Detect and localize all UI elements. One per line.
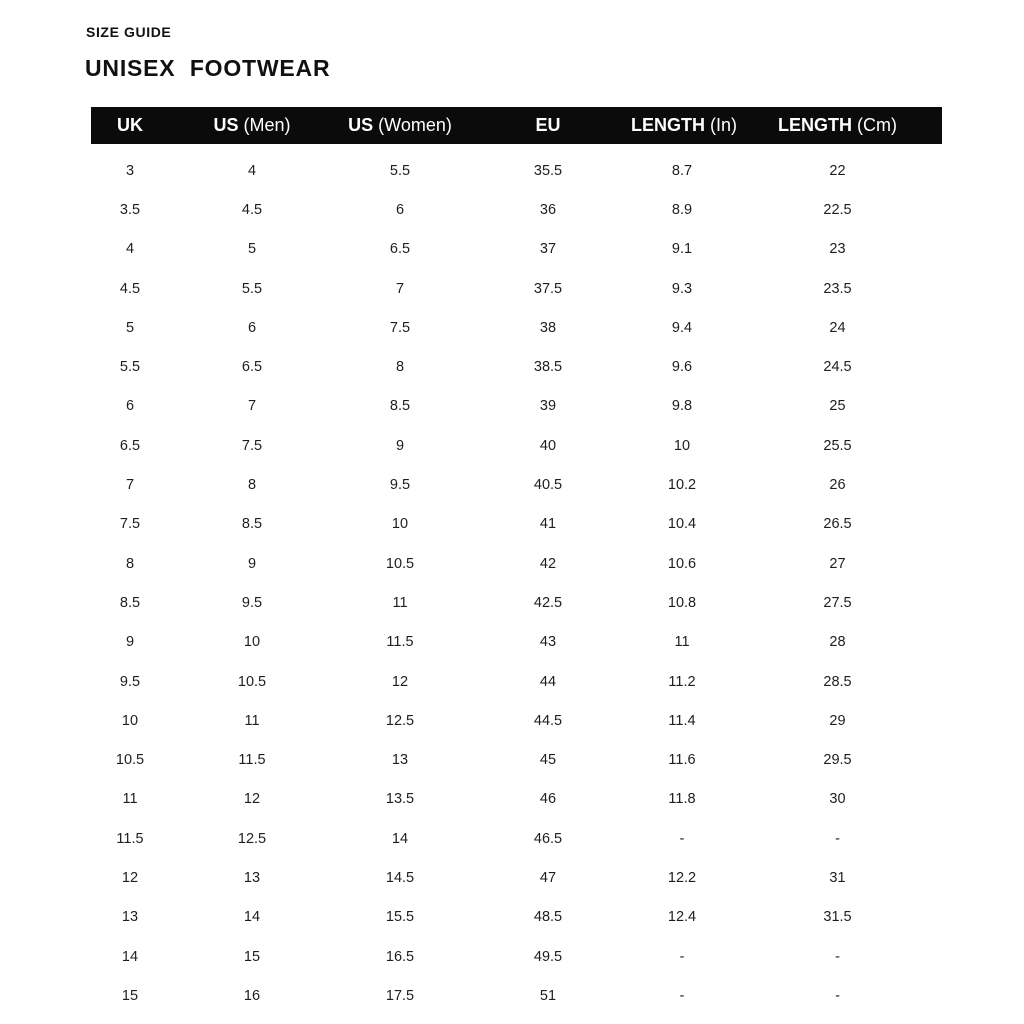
table-cell-us-men: 10.5 — [237, 673, 267, 690]
table-cell-length-in: 11.6 — [668, 752, 696, 769]
table-cell-us-women: 13.5 — [385, 791, 415, 808]
table-cell-uk: 9 — [125, 634, 135, 651]
table-row — [91, 387, 942, 426]
table-cell-us-men: 13 — [243, 869, 261, 886]
table-cell-length-in: 10.6 — [667, 555, 697, 572]
table-cell-eu: 38.5 — [533, 359, 563, 376]
column-header-bold-text: UK — [117, 115, 143, 135]
table-cell-length-cm: 28.5 — [823, 673, 852, 690]
table-cell-us-women: 6.5 — [389, 241, 411, 258]
table-cell-length-cm: 25.5 — [823, 437, 852, 454]
table-cell-length-in: - — [679, 948, 685, 965]
column-header-bold-text: US — [348, 115, 374, 135]
table-cell-length-cm: 23.5 — [823, 280, 852, 297]
table-row — [91, 740, 942, 779]
table-cell-length-in: 10.2 — [667, 477, 697, 494]
table-row — [91, 898, 942, 937]
table-cell-eu: 40.5 — [533, 477, 563, 494]
table-row — [91, 347, 942, 386]
table-cell-eu: 36 — [539, 201, 557, 218]
table-cell-length-cm: - — [835, 830, 840, 847]
table-cell-uk: 3 — [125, 162, 135, 179]
table-cell-us-women: 12 — [391, 673, 409, 690]
table-cell-length-cm: 24 — [829, 319, 846, 336]
table-cell-uk: 12 — [121, 869, 139, 886]
table-cell-length-cm: 22.5 — [823, 201, 852, 218]
table-cell-uk: 9.5 — [119, 673, 141, 690]
table-cell-eu: 42 — [539, 555, 557, 572]
table-cell-eu: 45 — [539, 752, 557, 769]
table-cell-length-cm: - — [835, 987, 840, 1004]
table-cell-uk: 13 — [121, 909, 139, 926]
table-cell-length-cm: 31.5 — [823, 909, 852, 926]
table-cell-uk: 10 — [121, 712, 139, 729]
table-cell-uk: 3.5 — [119, 201, 141, 218]
table-cell-uk: 14 — [121, 948, 139, 965]
table-row — [91, 819, 942, 858]
column-header-length-in — [631, 107, 738, 144]
table-cell-us-women: 7 — [395, 280, 405, 297]
table-cell-us-women: 8 — [395, 359, 405, 376]
table-header — [91, 107, 942, 144]
size-table — [91, 107, 942, 1016]
size-guide-label: SIZE GUIDE — [86, 24, 172, 40]
column-header-eu — [465, 107, 631, 144]
table-cell-us-women: 11.5 — [386, 634, 414, 651]
table-cell-length-cm: 22 — [829, 162, 846, 179]
table-cell-length-in: 8.7 — [671, 162, 693, 179]
table-cell-length-in: 12.4 — [667, 909, 697, 926]
table-cell-us-women: 14.5 — [385, 869, 415, 886]
table-cell-us-men: 12 — [243, 791, 261, 808]
table-row — [91, 623, 942, 662]
table-row — [91, 144, 942, 190]
table-cell-eu: 49.5 — [533, 948, 563, 965]
table-row — [91, 544, 942, 583]
table-row — [91, 858, 942, 897]
table-cell-us-women: 8.5 — [389, 398, 411, 415]
table-cell-us-men: 11.5 — [238, 752, 266, 769]
table-cell-eu: 46.5 — [533, 830, 563, 847]
table-cell-uk: 6.5 — [119, 437, 141, 454]
table-cell-length-cm: 23 — [829, 241, 846, 258]
column-header-suffix-text: (Cm) — [852, 115, 897, 135]
table-cell-length-in: 10 — [673, 437, 691, 454]
table-cell-length-cm: 30 — [829, 791, 846, 808]
table-cell-length-in: 9.1 — [671, 241, 693, 258]
table-cell-length-in: 10.4 — [667, 516, 697, 533]
table-cell-us-men: 6.5 — [241, 359, 263, 376]
table-cell-us-women: 9 — [395, 437, 405, 454]
table-cell-us-men: 4 — [247, 162, 257, 179]
table-cell-length-cm: 26 — [829, 477, 846, 494]
table-cell-us-women: 9.5 — [389, 477, 411, 494]
table-cell-eu: 37.5 — [533, 280, 563, 297]
table-cell-us-women: 6 — [395, 201, 405, 218]
table-cell-eu: 40 — [539, 437, 557, 454]
table-row — [91, 190, 942, 229]
table-row — [91, 583, 942, 622]
table-row — [91, 269, 942, 308]
table-cell-us-men: 11 — [244, 712, 260, 729]
table-cell-uk: 5 — [125, 319, 135, 336]
table-cell-length-cm: 27 — [829, 555, 846, 572]
table-cell-us-women: 12.5 — [385, 712, 415, 729]
table-row — [91, 308, 942, 347]
column-header-bold-text: LENGTH — [631, 115, 705, 135]
column-header-bold-text: LENGTH — [778, 115, 852, 135]
table-cell-uk: 4 — [125, 241, 135, 258]
table-cell-eu: 47 — [539, 869, 557, 886]
table-cell-length-in: 11.2 — [668, 673, 696, 690]
table-row — [91, 426, 942, 465]
table-cell-eu: 35.5 — [533, 162, 563, 179]
column-header-suffix-text: (In) — [705, 115, 738, 135]
table-cell-uk: 4.5 — [119, 280, 141, 297]
table-cell-length-in: 9.8 — [671, 398, 693, 415]
table-cell-us-men: 7 — [247, 398, 257, 415]
page-title: UNISEX FOOTWEAR — [85, 55, 331, 81]
column-header-uk — [91, 107, 169, 144]
column-header-bold-text: US — [213, 115, 239, 135]
table-cell-us-women: 11 — [392, 594, 408, 611]
table-cell-uk: 15 — [121, 987, 139, 1004]
column-header-suffix-text: (Women) — [373, 115, 452, 135]
table-cell-us-men: 6 — [247, 319, 257, 336]
column-header-us-women — [335, 107, 465, 144]
column-header-bold-text: EU — [535, 115, 561, 135]
table-cell-uk: 8 — [125, 555, 135, 572]
table-cell-eu: 46 — [539, 791, 557, 808]
table-row — [91, 662, 942, 701]
table-cell-length-in: 8.9 — [671, 201, 693, 218]
table-cell-uk: 7.5 — [119, 516, 141, 533]
table-cell-eu: 44.5 — [533, 712, 563, 729]
table-cell-length-in: 11.4 — [668, 712, 696, 729]
table-cell-length-in: 12.2 — [667, 869, 697, 886]
column-header-us-men — [169, 107, 335, 144]
table-cell-us-women: 5.5 — [389, 162, 411, 179]
table-cell-us-men: 12.5 — [237, 830, 267, 847]
table-cell-us-men: 4.5 — [241, 201, 263, 218]
table-cell-us-men: 9.5 — [241, 594, 263, 611]
table-cell-us-women: 10.5 — [385, 555, 415, 572]
table-cell-length-cm: 28 — [829, 634, 846, 651]
table-cell-eu: 48.5 — [533, 909, 563, 926]
table-row — [91, 976, 942, 1015]
column-header-length-cm — [733, 107, 942, 144]
table-cell-eu: 42.5 — [533, 594, 563, 611]
table-cell-us-men: 10 — [243, 634, 261, 651]
table-cell-us-women: 14 — [391, 830, 409, 847]
table-row — [91, 465, 942, 504]
table-cell-length-cm: 29 — [829, 712, 846, 729]
table-cell-uk: 6 — [125, 398, 135, 415]
table-cell-us-women: 17.5 — [385, 987, 415, 1004]
table-cell-us-men: 7.5 — [241, 437, 263, 454]
table-cell-us-women: 10 — [391, 516, 409, 533]
table-cell-uk: 7 — [125, 477, 135, 494]
table-cell-eu: 51 — [539, 987, 557, 1004]
table-cell-length-in: 9.6 — [671, 359, 693, 376]
table-row — [91, 701, 942, 740]
table-header-row — [91, 107, 942, 144]
table-row — [91, 937, 942, 976]
table-cell-us-men: 14 — [243, 909, 261, 926]
table-cell-uk: 10.5 — [115, 752, 145, 769]
table-cell-length-cm: 27.5 — [823, 594, 852, 611]
table-cell-eu: 39 — [539, 398, 557, 415]
table-cell-eu: 38 — [539, 319, 557, 336]
table-cell-eu: 41 — [539, 516, 557, 533]
table-cell-us-men: 9 — [247, 555, 257, 572]
column-header-suffix-text: (Men) — [238, 115, 291, 135]
table-cell-us-men: 8.5 — [241, 516, 263, 533]
table-cell-us-women: 7.5 — [389, 319, 411, 336]
table-cell-eu: 43 — [539, 634, 557, 651]
table-cell-us-men: 5.5 — [241, 280, 263, 297]
table-cell-us-men: 16 — [243, 987, 261, 1004]
table-cell-length-cm: 24.5 — [823, 359, 852, 376]
table-cell-length-cm: 29.5 — [823, 752, 852, 769]
table-cell-us-men: 15 — [243, 948, 261, 965]
table-body — [91, 144, 942, 1016]
table-cell-length-in: - — [679, 987, 685, 1004]
table-row — [91, 230, 942, 269]
table-cell-eu: 37 — [539, 241, 557, 258]
table-cell-uk: 5.5 — [119, 359, 141, 376]
table-row — [91, 780, 942, 819]
table-cell-eu: 44 — [539, 673, 557, 690]
table-cell-length-cm: 25 — [829, 398, 846, 415]
table-cell-uk: 11 — [122, 791, 138, 808]
table-cell-length-cm: - — [835, 948, 840, 965]
table-cell-us-women: 15.5 — [385, 909, 415, 926]
table-cell-us-women: 16.5 — [385, 948, 415, 965]
table-cell-length-cm: 26.5 — [823, 516, 852, 533]
table-cell-us-men: 5 — [247, 241, 257, 258]
table-cell-uk: 8.5 — [119, 594, 141, 611]
table-cell-uk: 11.5 — [116, 830, 144, 847]
table-row — [91, 505, 942, 544]
table-cell-length-in: - — [679, 830, 685, 847]
table-cell-us-women: 13 — [391, 752, 409, 769]
table-cell-length-in: 11.8 — [668, 791, 696, 808]
table-cell-length-in: 9.4 — [671, 319, 693, 336]
table-cell-us-men: 8 — [247, 477, 257, 494]
table-cell-length-in: 10.8 — [667, 594, 697, 611]
table-cell-length-in: 9.3 — [671, 280, 693, 297]
table-cell-length-in: 11 — [674, 634, 690, 651]
table-cell-length-cm: 31 — [829, 869, 846, 886]
